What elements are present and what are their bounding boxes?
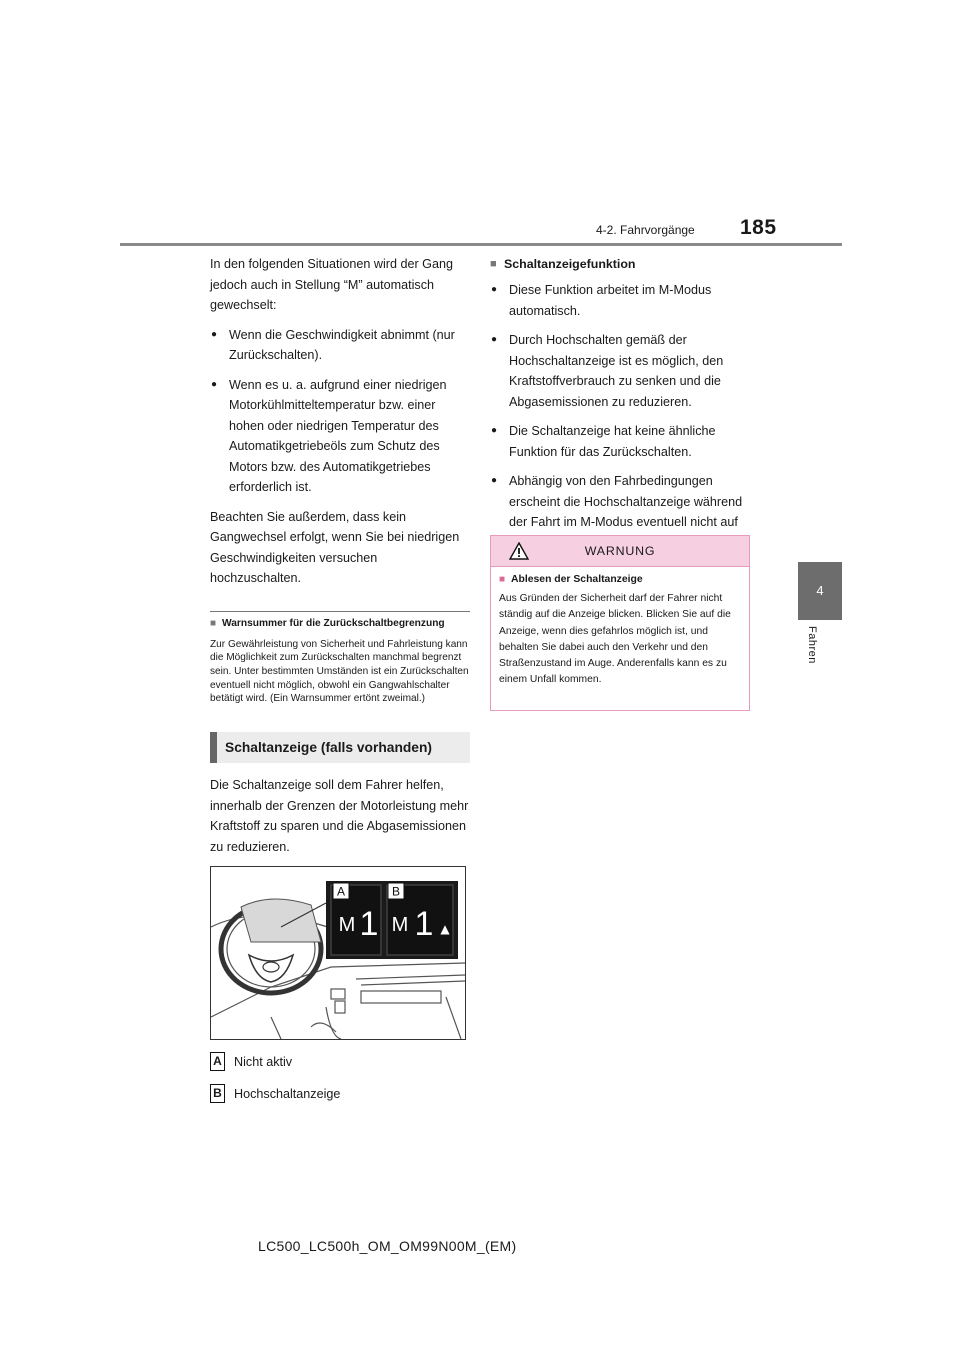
header-rule [120,243,842,246]
left-column [210,254,470,1114]
function-title: ■ Schaltanzeigefunktion [490,254,752,274]
subsection-rule [210,611,470,612]
section-header: 4-2. Fahrvorgänge [596,223,695,237]
bullet-item: ● Wenn die Geschwindigkeit abnimmt (nur Zurückschalten). [210,325,470,366]
bullet-item: ● Wenn es u. a. aufgrund einer niedrigen Motorkühlmitteltemperatur bzw. einer hohen oder niedrigen Temperatur des Automatikgetriebeöls zum Schutz des Motors bzw. des Automatikgetriebes erforderlich ist. [210,375,470,498]
intro-paragraph: In den folgenden Situationen wird der Gang jedoch auch in Stellung “M” automatisch gewechselt: [210,257,453,312]
right-column [490,254,752,562]
legend-text-a: Nicht aktiv [234,1055,293,1070]
warning-header [491,536,749,567]
subsection-title: ■ Warnsummer für die Zurückschaltbegrenzung [210,617,470,630]
legend-text-b: Hochschaltanzeige [234,1087,341,1102]
mode-letter-b: M [391,914,409,937]
warning-subtitle: ■ Ablesen der Schaltanzeige [499,572,741,588]
illustration-label-a: A [336,884,346,899]
heading-paragraph: Die Schaltanzeige soll dem Fahrer helfen, innerhalb der Grenzen der Motorleistung mehr Kraftstoff zu sparen und die Abgasemissionen zu reduzieren. [210,778,469,854]
chapter-label: Fahren [806,626,818,664]
chapter-tab[interactable]: 4 [798,562,842,620]
gear-number-a: 1 [359,905,379,944]
subsection-text: Zur Gewährleistung von Sicherheit und Fahrleistung kann die Möglichkeit zum Zurückschalten manchmal begrenzt sein. Unter bestimmten Umständen ist ein Zurückschalten eventuell nicht möglich, obwohl ein Gangwahlschalter betätigt wird. (Ein Warnsummer ertönt zweimal.) [210,638,469,705]
bullet-item: ● Abhängig von den Fahrbedingungen erscheint die Hochschaltanzeige während der Fahrt im M-Modus eventuell nicht auf [490,471,752,553]
dashboard-drawing [211,867,465,1039]
warning-title: WARNUNG [584,544,656,558]
mode-letter-a: M [338,914,356,937]
upshift-arrow-icon: ▲ [440,922,450,937]
warning-body [491,567,749,689]
legend-item [210,1050,470,1074]
bullet-item: ● Die Schaltanzeige hat keine ähnliche Funktion für das Zurückschalten. [490,421,752,462]
warning-triangle-icon [509,542,529,560]
footer-code: LC500_LC500h_OM_OM99N00M_(EM) [258,1238,517,1254]
bullet-item: ● Diese Funktion arbeitet im M-Modus automatisch. [490,280,752,321]
note-paragraph: Beachten Sie außerdem, dass kein Gangwechsel erfolgt, wenn Sie bei niedrigen Geschwindigkeiten versuchen hochzuschalten. [210,509,460,585]
legend-key-b: B [210,1084,225,1103]
dashboard-illustration [210,866,466,1040]
page-number: 185 [740,216,777,239]
bullet-item: ● Durch Hochschalten gemäß der Hochschaltanzeige ist es möglich, den Kraftstoffverbrauch zu senken und die Abgasemissionen zu reduzieren. [490,330,752,412]
gear-number-b: 1 [414,905,434,944]
section-heading: Schaltanzeige (falls vorhanden) [210,732,470,763]
warning-box [490,535,750,711]
legend-item [210,1082,470,1106]
warning-text: Aus Gründen der Sicherheit darf der Fahrer nicht ständig auf die Anzeige blicken. Blicken Sie auf die Anzeige, wenn dies gefahrlos möglich ist, und behalten Sie dabei auch den Verkehr und den Straßenzustand im Auge. Anderenfalls kann es zu einem Unfall kommen. [499,593,731,686]
legend-key-a: A [210,1052,225,1071]
illustration-label-b: B [391,884,401,899]
